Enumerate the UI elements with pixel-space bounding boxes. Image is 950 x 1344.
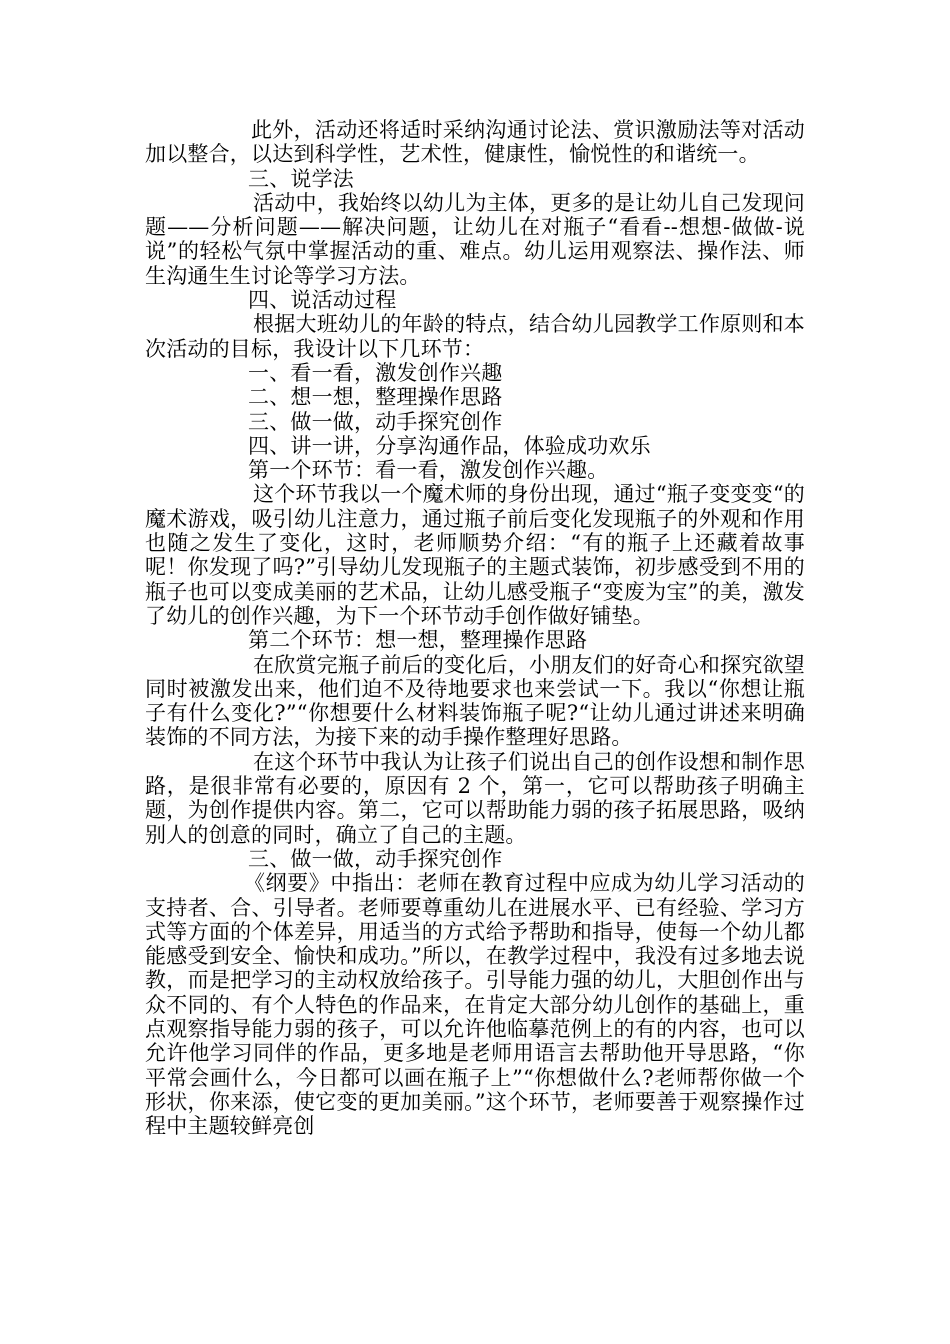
paragraph-integration-methods: 此外，活动还将适时采纳沟通讨论法、赏识激励法等对活动加以整合，以达到科学性，艺术性，健康性，愉悦性的和谐统一。: [145, 118, 805, 167]
heading-activity-process: 四、说活动过程: [248, 288, 397, 313]
heading-third-stage: 三、做一做，动手探究创作: [248, 846, 503, 871]
list-item-step-three: 三、做一做，动手探究创作: [248, 409, 503, 434]
document-page: [145, 118, 805, 1138]
paragraph-first-stage: 这个环节我以一个魔术师的身份出现，通过“瓶子变变变“的魔术游戏，吸引幼儿注意力，通过瓶子前后变化发现瓶子的外观和作用也随之发生了变化，这时，老师顺势介绍：“有的瓶子上还藏着故事呢！你发现了吗?”引导幼儿发现瓶子的主题式装饰，初步感受到不用的瓶子也可以变成美丽的艺术品，让幼儿感受瓶子“变废为宝”的美，激发了幼儿的创作兴趣，为下一个环节动手创作做好铺垫。: [145, 482, 805, 628]
heading-first-stage: 第一个环节：看一看，激发创作兴趣。: [248, 458, 609, 483]
paragraph-process-intro: 根据大班幼儿的年龄的特点，结合幼儿园教学工作原则和本次活动的目标，我设计以下几环节：: [145, 312, 805, 361]
heading-study-method: 三、说学法: [248, 166, 354, 191]
list-item-step-one: 一、看一看，激发创作兴趣: [248, 360, 503, 385]
paragraph-study-method: 活动中，我始终以幼儿为主体，更多的是让幼儿自己发现问题——分析问题——解决问题，让幼儿在对瓶子“看看--想想-做做-说说”的轻松气氛中掌握活动的重、难点。幼儿运用观察法、操作法、师生沟通生生讨论等学习方法。: [145, 190, 805, 288]
list-item-step-two: 二、想一想，整理操作思路: [248, 385, 503, 410]
paragraph-second-stage-reason: 在这个环节中我认为让孩子们说出自己的创作设想和制作思路，是很非常有必要的，原因有 2 个，第一，它可以帮助孩子明确主题，为创作提供内容。第二，它可以帮助能力弱的孩子拓展思路，吸纳别人的创意的同时，确立了自己的主题。: [145, 749, 805, 847]
paragraph-second-stage: 在欣赏完瓶子前后的变化后，小朋友们的好奇心和探究欲望同时被激发出来，他们迫不及待地要求也来尝试一下。我以“你想让瓶子有什么变化?”“你想要什么材料装饰瓶子呢?“让幼儿通过讲述来明确装饰的不同方法，为接下来的动手操作整理好思路。: [145, 652, 805, 750]
list-item-step-four: 四、讲一讲，分享沟通作品，体验成功欢乐: [248, 433, 651, 458]
heading-second-stage: 第二个环节：想一想，整理操作思路: [248, 628, 588, 653]
paragraph-third-stage: 《纲要》中指出：老师在教育过程中应成为幼儿学习活动的支持者、合、引导者。老师要尊重幼儿在进展水平、已有经验、学习方式等方面的个体差异，用适当的方式给予帮助和指导，使每一个幼儿都能感受到安全、愉快和成功。”所以，在教学过程中，我没有过多地去说教，而是把学习的主动权放给孩子。引导能力强的幼儿，大胆创作出与众不同的、有个人特色的作品来，在肯定大部分幼儿创作的基础上，重点观察指导能力弱的孩子，可以允许他临摹范例上的有的内容，也可以允许他学习同伴的作品，更多地是老师用语言去帮助他开导思路，“你平常会画什么，今日都可以画在瓶子上”“你想做什么?老师帮你做一个形状，你来添，使它变的更加美丽。”这个环节，老师要善于观察操作过程中主题较鲜亮创: [145, 871, 805, 1139]
